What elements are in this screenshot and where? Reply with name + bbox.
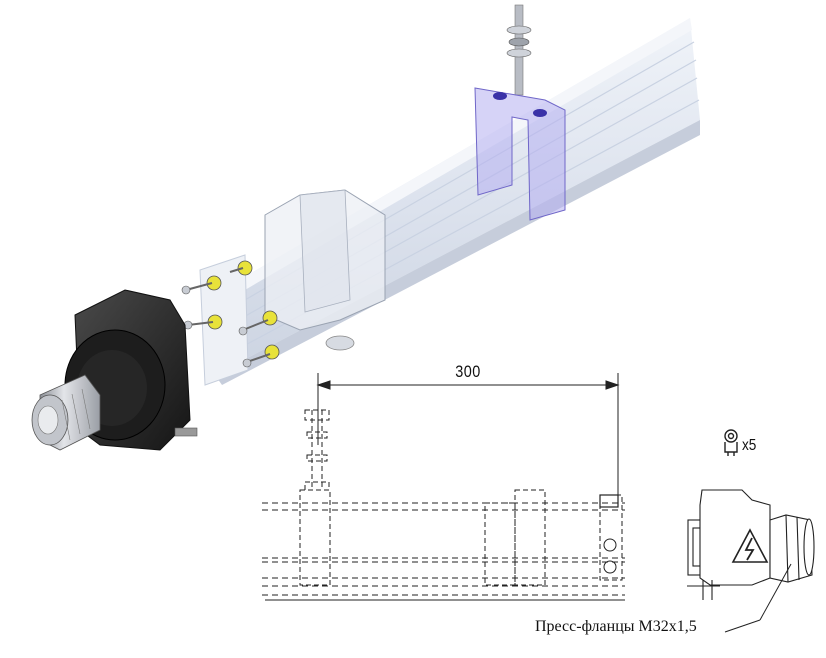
gland-callout-label: Пресс-фланцы M32x1,5 bbox=[535, 618, 697, 635]
dimension-line bbox=[318, 373, 618, 495]
lug-quantity-label: x5 bbox=[742, 437, 757, 454]
cable-gland bbox=[32, 375, 100, 450]
side-view-rail bbox=[262, 410, 625, 600]
suspension-rod bbox=[507, 5, 531, 95]
dimension-label: 300 bbox=[455, 362, 481, 381]
cable-lug-icon bbox=[725, 430, 737, 456]
rail-profile bbox=[200, 18, 700, 385]
